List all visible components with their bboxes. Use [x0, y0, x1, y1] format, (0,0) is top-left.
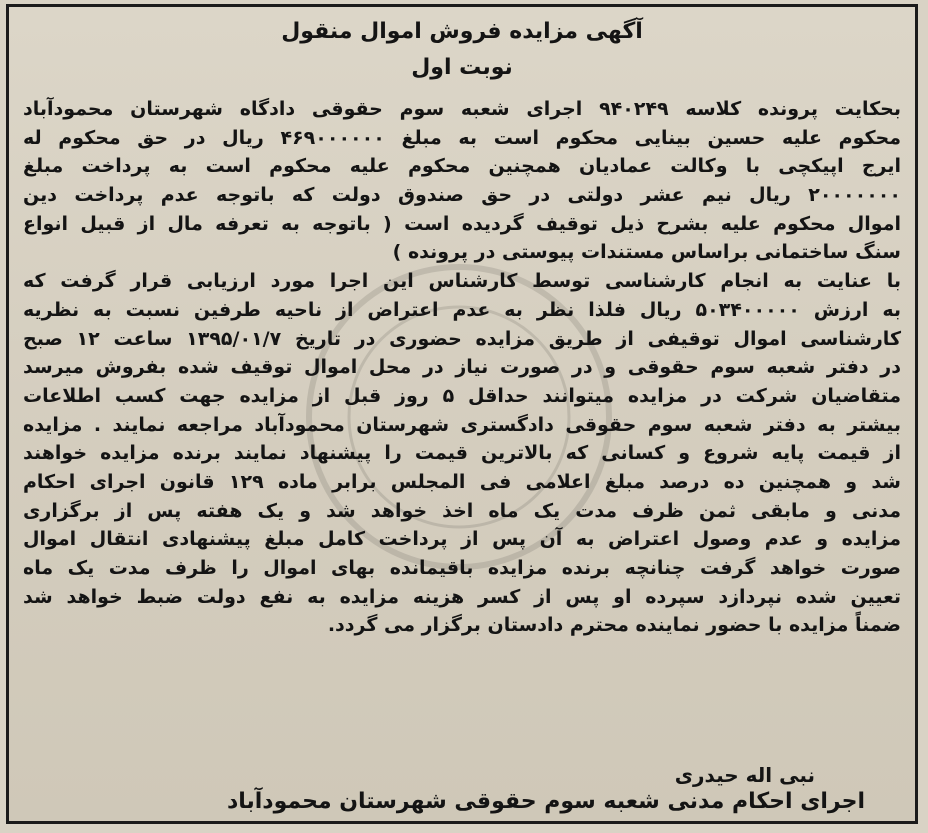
body-line: تعیین شده نپردازد سپرده او پس از کسر هزینه مزایده به نفع دولت ضبط خواهد شد — [23, 585, 901, 608]
notice-subtitle: نوبت اول — [411, 55, 513, 80]
body-line: ایرج اپیکچی با وکالت عمادیان همچنین محکوم علیه محکوم است به پرداخت مبلغ — [23, 155, 901, 178]
body-line: به ارزش ۵۰۳۴۰۰۰۰۰ ریال فلذا نظر به عدم اعتراض از ناحیه طرفین نسبت به نظریه — [23, 298, 901, 321]
body-line: مدنی و مابقی ثمن ظرف مدت یک ماه اخذ خواهد شد و یک هفته پس از برگزاری — [23, 499, 901, 522]
body-line: صورت خواهد گرفت چنانچه برنده مزایده باقیمانده بهای اموال را ظرف مدت یک ماه — [23, 557, 901, 579]
notice-card — [6, 4, 918, 824]
signer-name: نبی اله حیدری — [674, 763, 815, 787]
body-line: از قیمت پایه شروع و کسانی که بالاترین قیمت را پیشنهاد نمایند برنده مزایده خواهند — [23, 442, 901, 465]
body-line: با عنایت به انجام کارشناسی توسط کارشناس این اجرا مورد ارزیابی قرار گرفت که — [23, 270, 901, 293]
body-line: سنگ ساختمانی براساس مستندات پیوستی در پرونده ) — [392, 241, 901, 264]
notice-title: آگهی مزایده فروش اموال منقول — [281, 19, 643, 44]
body-line: محکوم علیه حسین بینایی محکوم است به مبلغ ۴۶۹۰۰۰۰۰۰ ریال در حق محکوم له — [23, 126, 902, 149]
body-line: متقاضیان شرکت در مزایده میتوانند حداقل ۵ روز قبل از مزایده جهت کسب اطلاعات — [23, 384, 901, 407]
body-line: ضمناً مزایده با حضور نماینده محترم دادستان برگزار می گردد. — [327, 614, 901, 637]
body-line: ۲۰۰۰۰۰۰۰ ریال نیم عشر دولتی در حق صندوق دولت که باتوجه عدم پرداخت دین — [23, 184, 901, 207]
body-line: در دفتر شعبه سوم حقوقی و در صورت نیاز در محل اموال توقیف شده بفروش میرسد — [23, 356, 901, 379]
issuing-office: اجرای احکام مدنی شعبه سوم حقوقی شهرستان محمودآباد — [226, 789, 865, 814]
body-line: بیشتر به دفتر شعبه سوم حقوقی دادگستری شهرستان محمودآباد مراجعه نمایند . مزایده — [23, 413, 901, 436]
notice-body — [23, 95, 901, 640]
body-line: اموال محکوم علیه بشرح ذیل توقیف گردیده است ( باتوجه به تعرفه مال از قبیل انواع — [23, 212, 901, 235]
body-line: بحکایت پرونده کلاسه ۹۴۰۲۴۹ اجرای شعبه سوم حقوقی دادگاه شهرستان محمودآباد — [23, 98, 901, 120]
body-line: کارشناسی اموال توقیفی از طریق مزایده حضوری در تاریخ ۱۳۹۵/۰۱/۷ ساعت ۱۲ صبح — [23, 327, 901, 350]
body-line: مزایده و عدم وصول اعتراض به آن پس از پرداخت کامل مبلغ پیشنهادی انتقال اموال — [23, 528, 901, 551]
body-line: شد و همچنین ده درصد مبلغ اعلامی فی المجلس برابر ماده ۱۲۹ قانون اجرای احکام — [23, 470, 901, 493]
